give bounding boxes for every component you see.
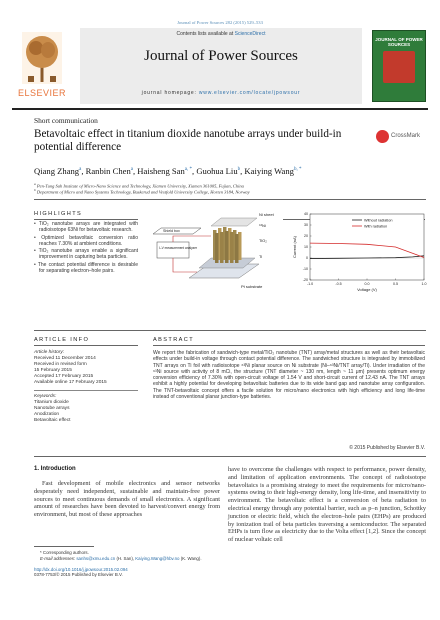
copyright: © 2015 Published by Elsevier B.V. — [349, 445, 425, 451]
highlights-heading: HIGHLIGHTS — [34, 211, 83, 217]
x-tick-label: -1.0 — [306, 282, 314, 286]
author-name[interactable]: Haisheng San — [137, 166, 185, 176]
section-rule — [34, 456, 426, 457]
sciencedirect-link[interactable]: ScienceDirect — [234, 31, 266, 37]
tio2-label: TiO₂ — [259, 238, 267, 243]
y-axis-label: Current (nA) — [292, 235, 297, 259]
highlight-item: • The contact potential difference is desirable for separating electron–hole pairs. — [34, 261, 138, 274]
keyword: Anodization — [34, 412, 60, 417]
crossmark-badge[interactable] — [376, 130, 426, 144]
author-affiliation-mark: a — [79, 167, 82, 173]
ni-sheet-label: Ni sheet — [259, 212, 274, 217]
highlight-item: • TiO₂ nanotube arrays enable a significant improvement in capturing beta particles. — [34, 248, 138, 261]
author-name[interactable]: Kaiying Wang — [244, 166, 294, 176]
author-name[interactable]: Guohua Liu — [196, 166, 238, 176]
doi-link[interactable]: http://dx.doi.org/10.1016/j.jpowsour.2015.02.094 — [34, 566, 128, 572]
keywords-title: Keywords: — [34, 390, 138, 400]
history-title: Article history: — [34, 350, 65, 355]
ti-label: Ti — [259, 254, 263, 259]
contents-prefix: Contents lists available at — [176, 31, 235, 37]
introduction-heading: 1. Introduction — [34, 466, 76, 472]
ni63-label: ⁶³Ni — [259, 223, 266, 228]
article-type: Short communication — [34, 116, 98, 125]
analyzer-box — [157, 242, 189, 258]
footnote-rule — [34, 546, 94, 547]
device-schematic — [153, 208, 283, 298]
affiliation-text: Pen-Tung Sah Institute of Micro-Nano Science and Technology, Xiamen University, Xiamen 361005, Fujian, China — [36, 183, 244, 189]
keyword: Titanium dioxide — [34, 400, 69, 405]
y-tick-label: 0 — [306, 256, 308, 261]
footnote — [34, 550, 220, 578]
history-line: Accepted 17 February 2015 — [34, 374, 94, 379]
iv-curve-chart — [290, 208, 430, 298]
affiliation-mark: b — [34, 188, 36, 192]
introduction-right-column: have to overcome the challenges with respect to performance, power density, and limitation of application environments. The concept of radioisotope betavoltaics is a promising strategy to meet the requirements for micro/nano-systems owing to their high-energy density, long life-time, and insensitivity to environment. The betavoltaic effect is a conversion of beta radiation to electrical energy through any potential barrier, such as p–n junction, Schottky junction or electric field, which the electron–hole pairs (EHPs) are produced by ionization trail of beta particles traversing a semiconductor. The separated EHPs is turn flow as electricity due to the Volta effect [1,2]. Since the concept of nuclear voltaic cell — [228, 466, 426, 544]
section-rule — [34, 330, 426, 331]
elsevier-logo — [12, 30, 72, 102]
legend-entry: With radiation — [364, 224, 388, 229]
elsevier-tree-icon — [22, 32, 62, 84]
y-tick-label: -20 — [302, 278, 308, 283]
email-link[interactable]: Kaiying.Wang@hbv.no — [135, 555, 180, 561]
article-info — [34, 350, 138, 424]
email-link[interactable]: sanhs@xmu.edu.cn — [76, 555, 116, 561]
section-rule — [153, 345, 425, 346]
homepage-prefix: journal homepage: — [141, 90, 199, 96]
highlights-list — [34, 221, 138, 275]
author-name[interactable]: Qiang Zhang — [34, 166, 80, 176]
x-axis-label: Voltage (V) — [357, 287, 377, 292]
y-tick-label: 20 — [304, 234, 308, 239]
abstract-text: We report the fabrication of sandwich-type metal/TiO₂ nanotube (TNT) array/metal structures as well as their betavoltaic effects under build-in voltage through contact potential difference. The sandwiched structure is integrated by immobilized TNT arrays on Ti foil with radioisotope ⁶³Ni planar source on Ni substrate (Ni–⁶³Ni/TNT array/Ti). Under irradiation of the ⁶³Ni source with activity of 8 mCi, the structure (TNT diameter ~ 130 nm, length ~ 11 μm) presents optimum energy conversion efficiency of 7.30% with open-circuit voltage of 1.54 V and short-circuit current of 12.43 nA. The TNT arrays exhibit a highly potential for developing betavoltaic batteries due to its wide band gap and nanotube array configuration. The TNT-betavoltaic concept offers a facile solution for micro/nano electronics with high efficiency and long life-time instead of conventional planar junction-type batteries. — [153, 350, 425, 401]
section-rule — [34, 345, 138, 346]
history-line: Received in revised form — [34, 362, 87, 367]
issn-line: 0378-7753/© 2015 Published by Elsevier B.V. — [34, 572, 123, 578]
affiliation — [34, 188, 434, 195]
x-tick-label: -0.5 — [335, 282, 342, 286]
history-line: Available online 17 February 2015 — [34, 380, 107, 385]
journal-reference[interactable]: Journal of Power Sources 282 (2015) 529–533 — [177, 20, 263, 25]
author-name[interactable]: Ranbin Chen — [85, 166, 131, 176]
shield-box-label: Shield box — [163, 229, 180, 233]
x-tick-label: 0.5 — [393, 282, 398, 286]
homepage-link[interactable]: www.elsevier.com/locate/jpowsour — [198, 90, 301, 96]
corresponding-note: * Corresponding authors. — [40, 550, 89, 555]
history-line: Received 11 December 2014 — [34, 356, 96, 361]
keyword: Nanotube arrays — [34, 406, 70, 411]
header-rule — [12, 108, 428, 110]
history-line: 15 February 2015 — [34, 368, 72, 373]
y-tick-label: -10 — [302, 267, 308, 272]
keyword: Betavoltaic effect — [34, 418, 71, 423]
introduction-left-column: Fast development of mobile electronics and sensor networks desperately need independent, sustainable and maintain-free power sources to meet continuous demands of small electronics. A significant amount of researches have been devoted to harvest/convert energy from environment, but most of these approaches — [34, 480, 220, 519]
crossmark-icon — [376, 130, 389, 143]
legend-entry: Without radiation — [364, 218, 393, 223]
section-rule — [34, 199, 426, 200]
highlight-item: • TiO₂ nanotube arrays are integrated with radioisotope 63Ni for betavoltaic research. — [34, 221, 138, 234]
journal-title: Journal of Power Sources — [144, 48, 298, 64]
cover-title: JOURNAL OF POWER SOURCES — [375, 37, 423, 47]
affiliation-text: Department of Micro and Nano Systems Technology, Buskerud and Vestfold University College, Horten 3184, Norway — [36, 189, 250, 195]
article-info-heading: ARTICLE INFO — [34, 337, 90, 343]
author-affiliation-mark: a — [130, 167, 133, 173]
email-line: E-mail addresses: sanhs@xmu.edu.cn (H. San), Kaiying.Wang@hbv.no (K. Wang). — [40, 555, 202, 561]
y-tick-label: 30 — [304, 223, 308, 228]
analyzer-label: I–V measurement analyzer — [159, 246, 198, 250]
author-list: Qiang Zhang$^a$, Ranbin Chen$^a$, Haisheng San$^{a, *}$, Guohua Liu$^b$, Kaiying Wang$^{b, *}$ — [34, 166, 302, 176]
journal-homepage — [80, 90, 362, 96]
journal-cover — [372, 30, 426, 102]
y-tick-label: 10 — [304, 245, 308, 250]
crossmark-label: CrossMark — [391, 133, 421, 139]
x-tick-label: 0.0 — [364, 282, 370, 286]
abstract-heading: ABSTRACT — [153, 337, 195, 343]
cover-image — [383, 51, 415, 83]
x-tick-label: 1.0 — [421, 282, 427, 286]
pt-substrate-label: Pt substrate — [241, 284, 263, 289]
y-tick-label: 40 — [304, 212, 308, 217]
highlight-item: • Optimized betavoltaic conversion ratio reaches 7.30% at ambient conditions. — [34, 234, 138, 247]
author-affiliation-mark: b — [237, 167, 241, 173]
author-affiliation-mark: b, * — [293, 167, 302, 173]
publisher-name: ELSEVIER — [17, 88, 67, 98]
affiliation-mark: a — [34, 182, 36, 186]
contents-line — [80, 31, 362, 37]
section-rule — [34, 219, 138, 220]
paper-title: Betavoltaic effect in titanium dioxide nanotube arrays under build-in potential difference — [34, 128, 342, 153]
author-affiliation-mark: a, * — [184, 167, 193, 173]
